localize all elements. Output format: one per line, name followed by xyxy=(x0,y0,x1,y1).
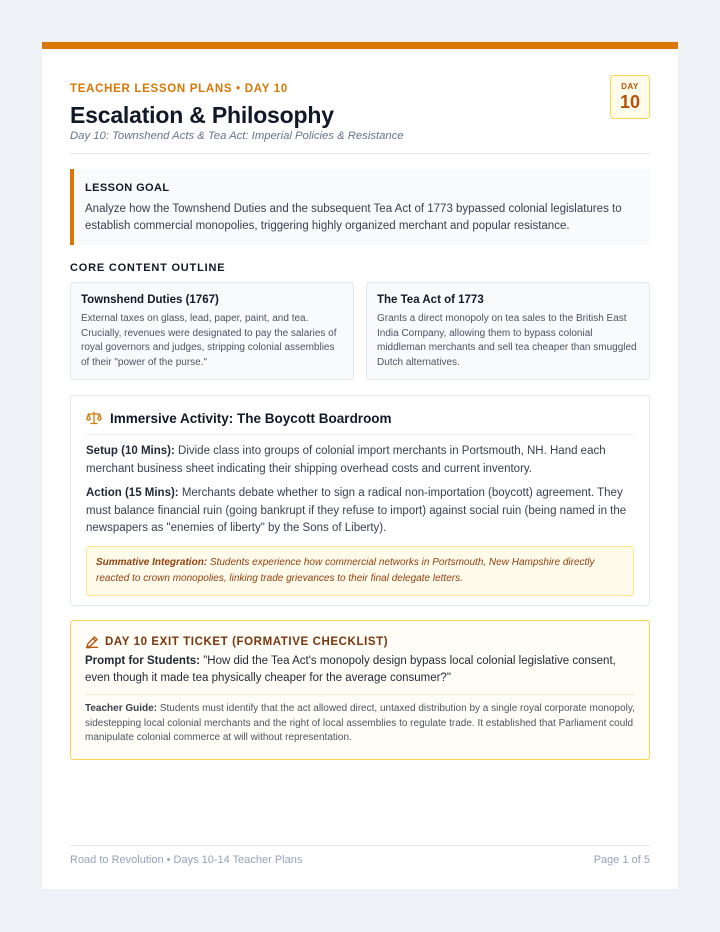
exit-ticket-prompt-text: "How did the Tea Act's monopoly design bypass local colonial legislative consent, even though it made tea physically cheaper for the average consumer?" xyxy=(85,655,616,684)
footer-series-title: Road to Revolution • Days 10-14 Teacher Plans xyxy=(70,854,303,866)
activity-panel xyxy=(70,395,650,606)
summative-integration-callout xyxy=(86,546,634,596)
lesson-goal-label: LESSON GOAL xyxy=(85,182,170,194)
day-badge xyxy=(610,75,650,119)
activity-action-label: Action (15 Mins): xyxy=(86,487,179,499)
activity-title: Immersive Activity: The Boycott Boardroom xyxy=(110,411,392,426)
page-header xyxy=(70,75,650,154)
activity-header xyxy=(86,396,634,435)
exit-ticket-guide-label: Teacher Guide: xyxy=(85,703,158,714)
activity-action-text: Merchants debate whether to sign a radical non-importation (boycott) agreement. They must balance financial ruin (going bankrupt if they refuse to import) against social ruin (being named in the newspapers as "enemies of liberty" by the Sons of Liberty). xyxy=(86,487,627,534)
outline-card-title: Townshend Duties (1767) xyxy=(81,294,219,306)
page-subtitle: Day 10: Townshend Acts & Tea Act: Imperial Policies & Resistance xyxy=(70,130,404,142)
exit-ticket-prompt xyxy=(85,653,635,695)
scales-icon xyxy=(86,411,102,430)
day-badge-number: 10 xyxy=(619,92,641,112)
lesson-page xyxy=(42,42,678,889)
page-title: Escalation & Philosophy xyxy=(70,102,334,128)
day-badge-label: DAY xyxy=(621,82,639,91)
outline-card-body: External taxes on glass, lead, paper, paint, and tea. Crucially, revenues were designated to pay the salaries of royal governors and judges, stripping colonial assemblies of their "power of the purse." xyxy=(81,313,337,368)
outline-card-townshend xyxy=(70,282,354,380)
outline-card-tea-act xyxy=(366,282,650,380)
exit-ticket-guide xyxy=(85,702,635,746)
page-kicker: TEACHER LESSON PLANS • DAY 10 xyxy=(70,83,288,95)
activity-setup-text: Divide class into groups of colonial import merchants in Portsmouth, NH. Hand each merchant business sheet indicating their shipping overhead costs and current inventory. xyxy=(86,445,606,475)
exit-ticket-panel xyxy=(70,620,650,760)
outline-heading: CORE CONTENT OUTLINE xyxy=(70,262,226,274)
exit-ticket-prompt-label: Prompt for Students: xyxy=(85,655,200,667)
exit-ticket-title: DAY 10 EXIT TICKET (FORMATIVE CHECKLIST) xyxy=(105,636,389,648)
lesson-goal-text: Analyze how the Townshend Duties and the subsequent Tea Act of 1773 bypassed colonial legislatures to establish commercial monopolies, triggering highly organized merchant and popular resistance. xyxy=(85,203,622,232)
exit-ticket-header xyxy=(85,621,635,653)
activity-setup-label: Setup (10 Mins): xyxy=(86,445,175,457)
outline-card-body: Grants a direct monopoly on tea sales to the British East India Company, allowing them to bypass colonial middleman merchants and sell tea cheaper than smuggled Dutch alternatives. xyxy=(377,313,637,368)
activity-setup xyxy=(86,443,634,478)
pen-icon xyxy=(85,635,99,654)
exit-ticket-guide-text: Students must identify that the act allowed direct, untaxed distribution by a single royal corporate monopoly, sidestepping local colonial merchants and the right of local assemblies to regulate trade. It established that Parliament could manipulate colonial commerce at will without representation. xyxy=(85,703,635,743)
page-footer xyxy=(70,845,650,870)
summative-label: Summative Integration: xyxy=(96,556,208,568)
outline-card-title: The Tea Act of 1773 xyxy=(377,294,484,306)
activity-action xyxy=(86,485,634,538)
summative-text: Students experience how commercial networks in Portsmouth, New Hampshire directly reacted to crown monopolies, linking trade grievances to their final delegate letters. xyxy=(96,556,595,584)
lesson-goal xyxy=(70,169,650,245)
footer-page-number: Page 1 of 5 xyxy=(593,854,650,866)
